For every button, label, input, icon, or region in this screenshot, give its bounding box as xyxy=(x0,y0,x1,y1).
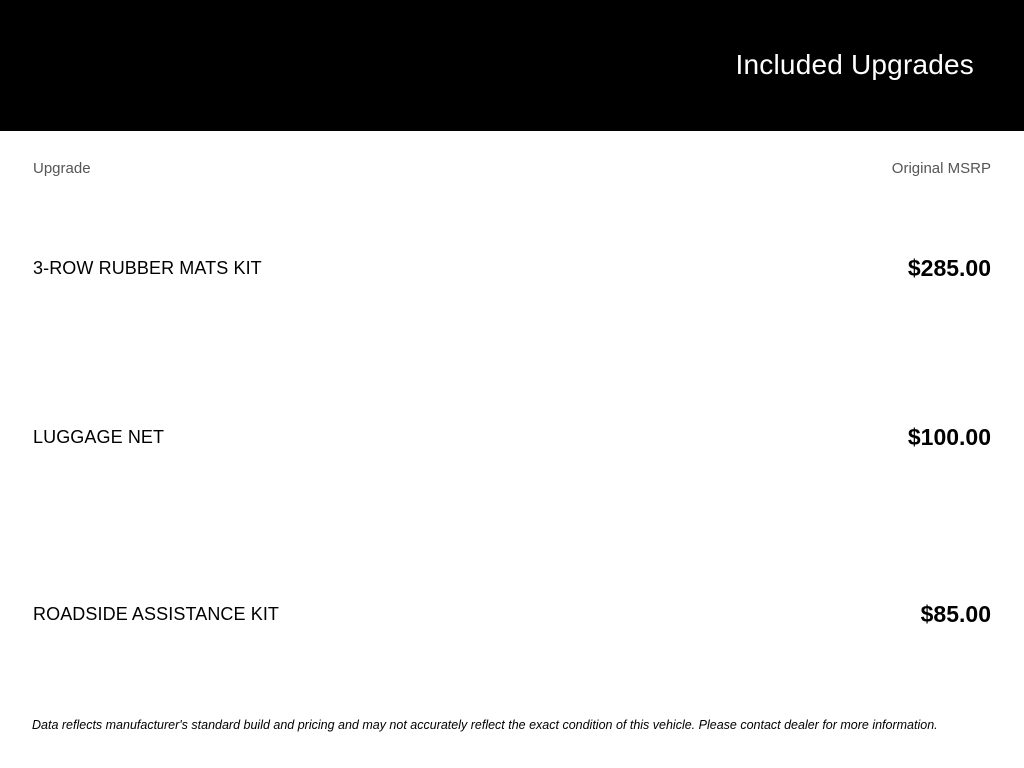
column-header-original-msrp: Original MSRP xyxy=(891,160,991,177)
table-row xyxy=(32,349,992,526)
upgrade-price: $285.00 xyxy=(907,254,991,281)
upgrade-name: ROADSIDE ASSISTANCE KIT xyxy=(33,604,280,624)
table-body xyxy=(32,187,992,703)
page-header xyxy=(0,0,1024,131)
upgrade-name: 3-ROW RUBBER MATS KIT xyxy=(33,257,262,278)
page-content xyxy=(0,131,1024,735)
table-row xyxy=(32,526,992,703)
upgrade-name: LUGGAGE NET xyxy=(33,427,165,447)
table-header xyxy=(32,131,992,187)
table-row xyxy=(32,187,992,349)
page-title: Included Upgrades xyxy=(735,49,974,81)
column-header-upgrade: Upgrade xyxy=(33,160,91,177)
upgrade-price: $85.00 xyxy=(920,601,991,627)
table-header-row xyxy=(32,131,992,187)
disclaimer-text: Data reflects manufacturer's standard build and pricing and may not accurately reflect the exact condition of this vehicle. Please contact dealer for more information. xyxy=(32,718,938,732)
upgrades-table xyxy=(32,131,992,703)
upgrade-price: $100.00 xyxy=(907,424,991,450)
